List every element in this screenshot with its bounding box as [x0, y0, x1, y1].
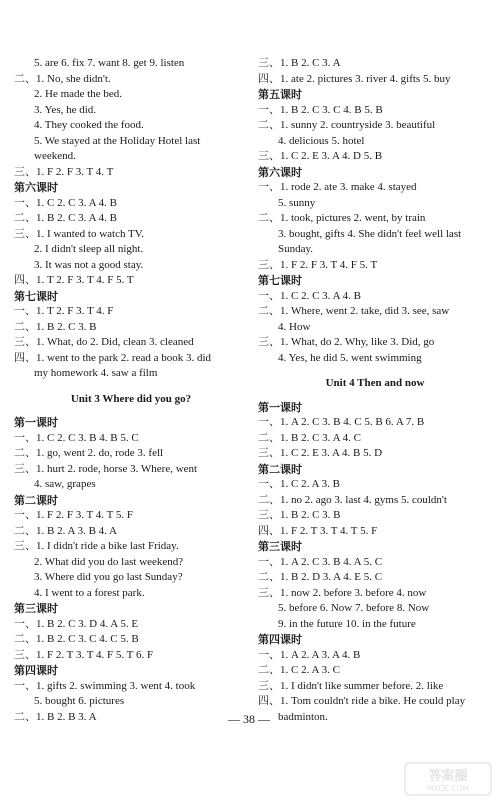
left-answer-line: 一、1. F 2. F 3. T 4. T 5. F: [14, 509, 133, 521]
right-lesson-heading: 第五课时: [258, 88, 302, 101]
right-answer-line: 一、1. B 2. C 3. C 4. B 5. B: [258, 103, 383, 116]
right-answer-line: 四、1. F 2. T 3. T 4. T 5. F: [258, 524, 378, 537]
right-answer-line: 三、1. What, do 2. Why, like 3. Did, go: [258, 336, 435, 348]
right-answer-line: 二、1. C 2. A 3. C: [258, 664, 340, 676]
left-lesson-heading: 第四课时: [14, 664, 58, 677]
svg-text:答案圈: 答案圈: [428, 769, 468, 784]
left-answer-line: 2. I didn't sleep all night.: [34, 243, 144, 255]
left-answer-line: 2. What did you do last weekend?: [34, 555, 184, 568]
right-answer-line: 三、1. now 2. before 3. before 4. now: [258, 586, 427, 599]
right-lesson-heading: 第一课时: [258, 400, 302, 414]
right-answer-line: 4. Yes, he did 5. went swimming: [278, 351, 422, 364]
right-lesson-heading: 第四课时: [258, 633, 302, 646]
left-answer-line: 二、1. No, she didn't.: [14, 72, 111, 85]
right-answer-line: 四、1. ate 2. pictures 3. river 4. gifts 5. buy: [258, 72, 451, 85]
left-lesson-heading: 第六课时: [14, 181, 58, 194]
left-answer-column: [14, 56, 248, 725]
right-lesson-heading: 第七课时: [258, 274, 302, 287]
right-answer-line: 四、1. Tom couldn't ride a bike. He could play: [258, 695, 466, 707]
left-answer-line: 4. saw, grapes: [34, 478, 96, 490]
page-number: — 38 —: [228, 712, 270, 726]
left-answer-line: 一、1. T 2. F 3. T 4. F: [14, 305, 114, 317]
left-answer-line: 三、1. F 2. T 3. T 4. F 5. T 6. F: [14, 648, 154, 661]
right-answer-column: [258, 56, 492, 725]
left-answer-line: 三、1. I didn't ride a bike last Friday.: [14, 540, 179, 552]
left-answer-line: 三、1. hurt 2. rode, horse 3. Where, went: [14, 462, 198, 475]
right-answer-line: 三、1. B 2. C 3. A: [258, 57, 341, 69]
left-answer-line: 二、1. go, went 2. do, rode 3. fell: [14, 447, 164, 459]
right-answer-line: 三、1. C 2. E 3. A 4. D 5. B: [258, 150, 383, 162]
right-lesson-heading: 第三课时: [258, 540, 302, 553]
watermark-logo: [404, 762, 492, 796]
left-answer-line: 二、1. B 2. C 3. A 4. B: [14, 212, 117, 224]
right-answer-line: 一、1. A 2. C 3. B 4. A 5. C: [258, 555, 383, 568]
left-answer-line: 二、1. B 2. A 3. B 4. A: [14, 524, 117, 537]
right-answer-line: 4. delicious 5. hotel: [278, 134, 365, 147]
left-lesson-heading: 第七课时: [14, 289, 58, 303]
left-lesson-heading: 第三课时: [14, 602, 58, 615]
left-answer-line: 5. We stayed at the Holiday Hotel last: [34, 134, 201, 147]
left-answer-line: 三、1. What, do 2. Did, clean 3. cleaned: [14, 336, 194, 348]
left-lesson-heading: 第二课时: [14, 493, 58, 507]
left-answer-line: 二、1. B 2. C 3. B: [14, 320, 97, 333]
right-answer-line: 二、1. took, pictures 2. went, by train: [258, 212, 426, 224]
right-answer-line: 3. bought, gifts 4. She didn't feel well last: [278, 227, 462, 240]
left-answer-line: weekend.: [34, 150, 76, 162]
right-answer-line: 一、1. A 2. C 3. B 4. C 5. B 6. A 7. B: [258, 416, 425, 428]
right-lesson-heading: 第六课时: [258, 165, 302, 179]
left-answer-line: 4. I went to a forest park.: [34, 586, 145, 599]
right-answer-line: 一、1. C 2. A 3. B: [258, 478, 340, 490]
right-answer-line: 4. How: [278, 320, 311, 333]
left-answer-line: 2. He made the bed.: [34, 88, 122, 100]
right-answer-line: 三、1. B 2. C 3. B: [258, 509, 341, 521]
left-answer-line: 一、1. B 2. C 3. D 4. A 5. E: [14, 617, 139, 630]
right-answer-line: 二、1. B 2. D 3. A 4. E 5. C: [258, 571, 383, 583]
right-unit-title: Unit 4 Then and now: [325, 377, 425, 389]
right-answer-line: 二、1. B 2. C 3. A 4. C: [258, 431, 361, 444]
left-answer-line: 5. are 6. fix 7. want 8. get 9. listen: [34, 57, 185, 69]
left-unit-title: Unit 3 Where did you go?: [70, 392, 192, 405]
right-answer-line: 一、1. C 2. C 3. A 4. B: [258, 289, 361, 302]
left-answer-line: 5. bought 6. pictures: [34, 695, 125, 707]
left-answer-line: 三、1. F 2. F 3. T 4. T: [14, 165, 114, 178]
left-answer-line: 三、1. I wanted to watch TV.: [14, 227, 145, 240]
left-answer-line: 一、1. gifts 2. swimming 3. went 4. took: [14, 679, 196, 692]
right-answer-line: 二、1. Where, went 2. take, did 3. see, saw: [258, 305, 450, 317]
right-answer-line: 三、1. C 2. E 3. A 4. B 5. D: [258, 447, 383, 459]
left-lesson-heading: 第一课时: [14, 416, 58, 429]
right-answer-line: 一、1. A 2. A 3. A 4. B: [258, 648, 361, 661]
right-answer-line: 二、1. sunny 2. countryside 3. beautiful: [258, 119, 436, 131]
left-answer-line: 二、1. B 2. C 3. C 4. C 5. B: [14, 633, 139, 645]
left-answer-line: 一、1. C 2. C 3. B 4. B 5. C: [14, 431, 139, 444]
right-answer-line: badminton.: [278, 710, 328, 723]
right-answer-line: Sunday.: [278, 243, 314, 255]
right-answer-line: 5. sunny: [278, 196, 316, 209]
right-answer-line: 5. before 6. Now 7. before 8. Now: [278, 602, 430, 614]
left-answer-line: 3. Yes, he did.: [34, 103, 97, 116]
left-answer-line: 4. They cooked the food.: [34, 119, 144, 131]
left-answer-line: my homework 4. saw a film: [34, 367, 158, 379]
left-answer-line: 一、1. C 2. C 3. A 4. B: [14, 196, 117, 209]
right-answer-line: 9. in the future 10. in the future: [278, 617, 416, 630]
right-answer-line: 二、1. no 2. ago 3. last 4. gyms 5. couldn't: [258, 493, 447, 506]
left-answer-line: 3. Where did you go last Sunday?: [34, 571, 183, 583]
right-answer-line: 三、1. I didn't like summer before. 2. like: [258, 679, 444, 692]
right-answer-line: 一、1. rode 2. ate 3. make 4. stayed: [258, 181, 417, 193]
left-answer-line: 四、1. T 2. F 3. T 4. F 5. T: [14, 274, 134, 286]
left-answer-line: 二、1. B 2. B 3. A: [14, 710, 97, 723]
right-answer-line: 三、1. F 2. F 3. T 4. F 5. T: [258, 258, 378, 271]
left-answer-line: 3. It was not a good stay.: [34, 258, 144, 271]
svg-text:MXQE.COM: MXQE.COM: [426, 784, 470, 793]
left-answer-line: 四、1. went to the park 2. read a book 3. did: [14, 351, 212, 364]
right-lesson-heading: 第二课时: [258, 462, 302, 476]
